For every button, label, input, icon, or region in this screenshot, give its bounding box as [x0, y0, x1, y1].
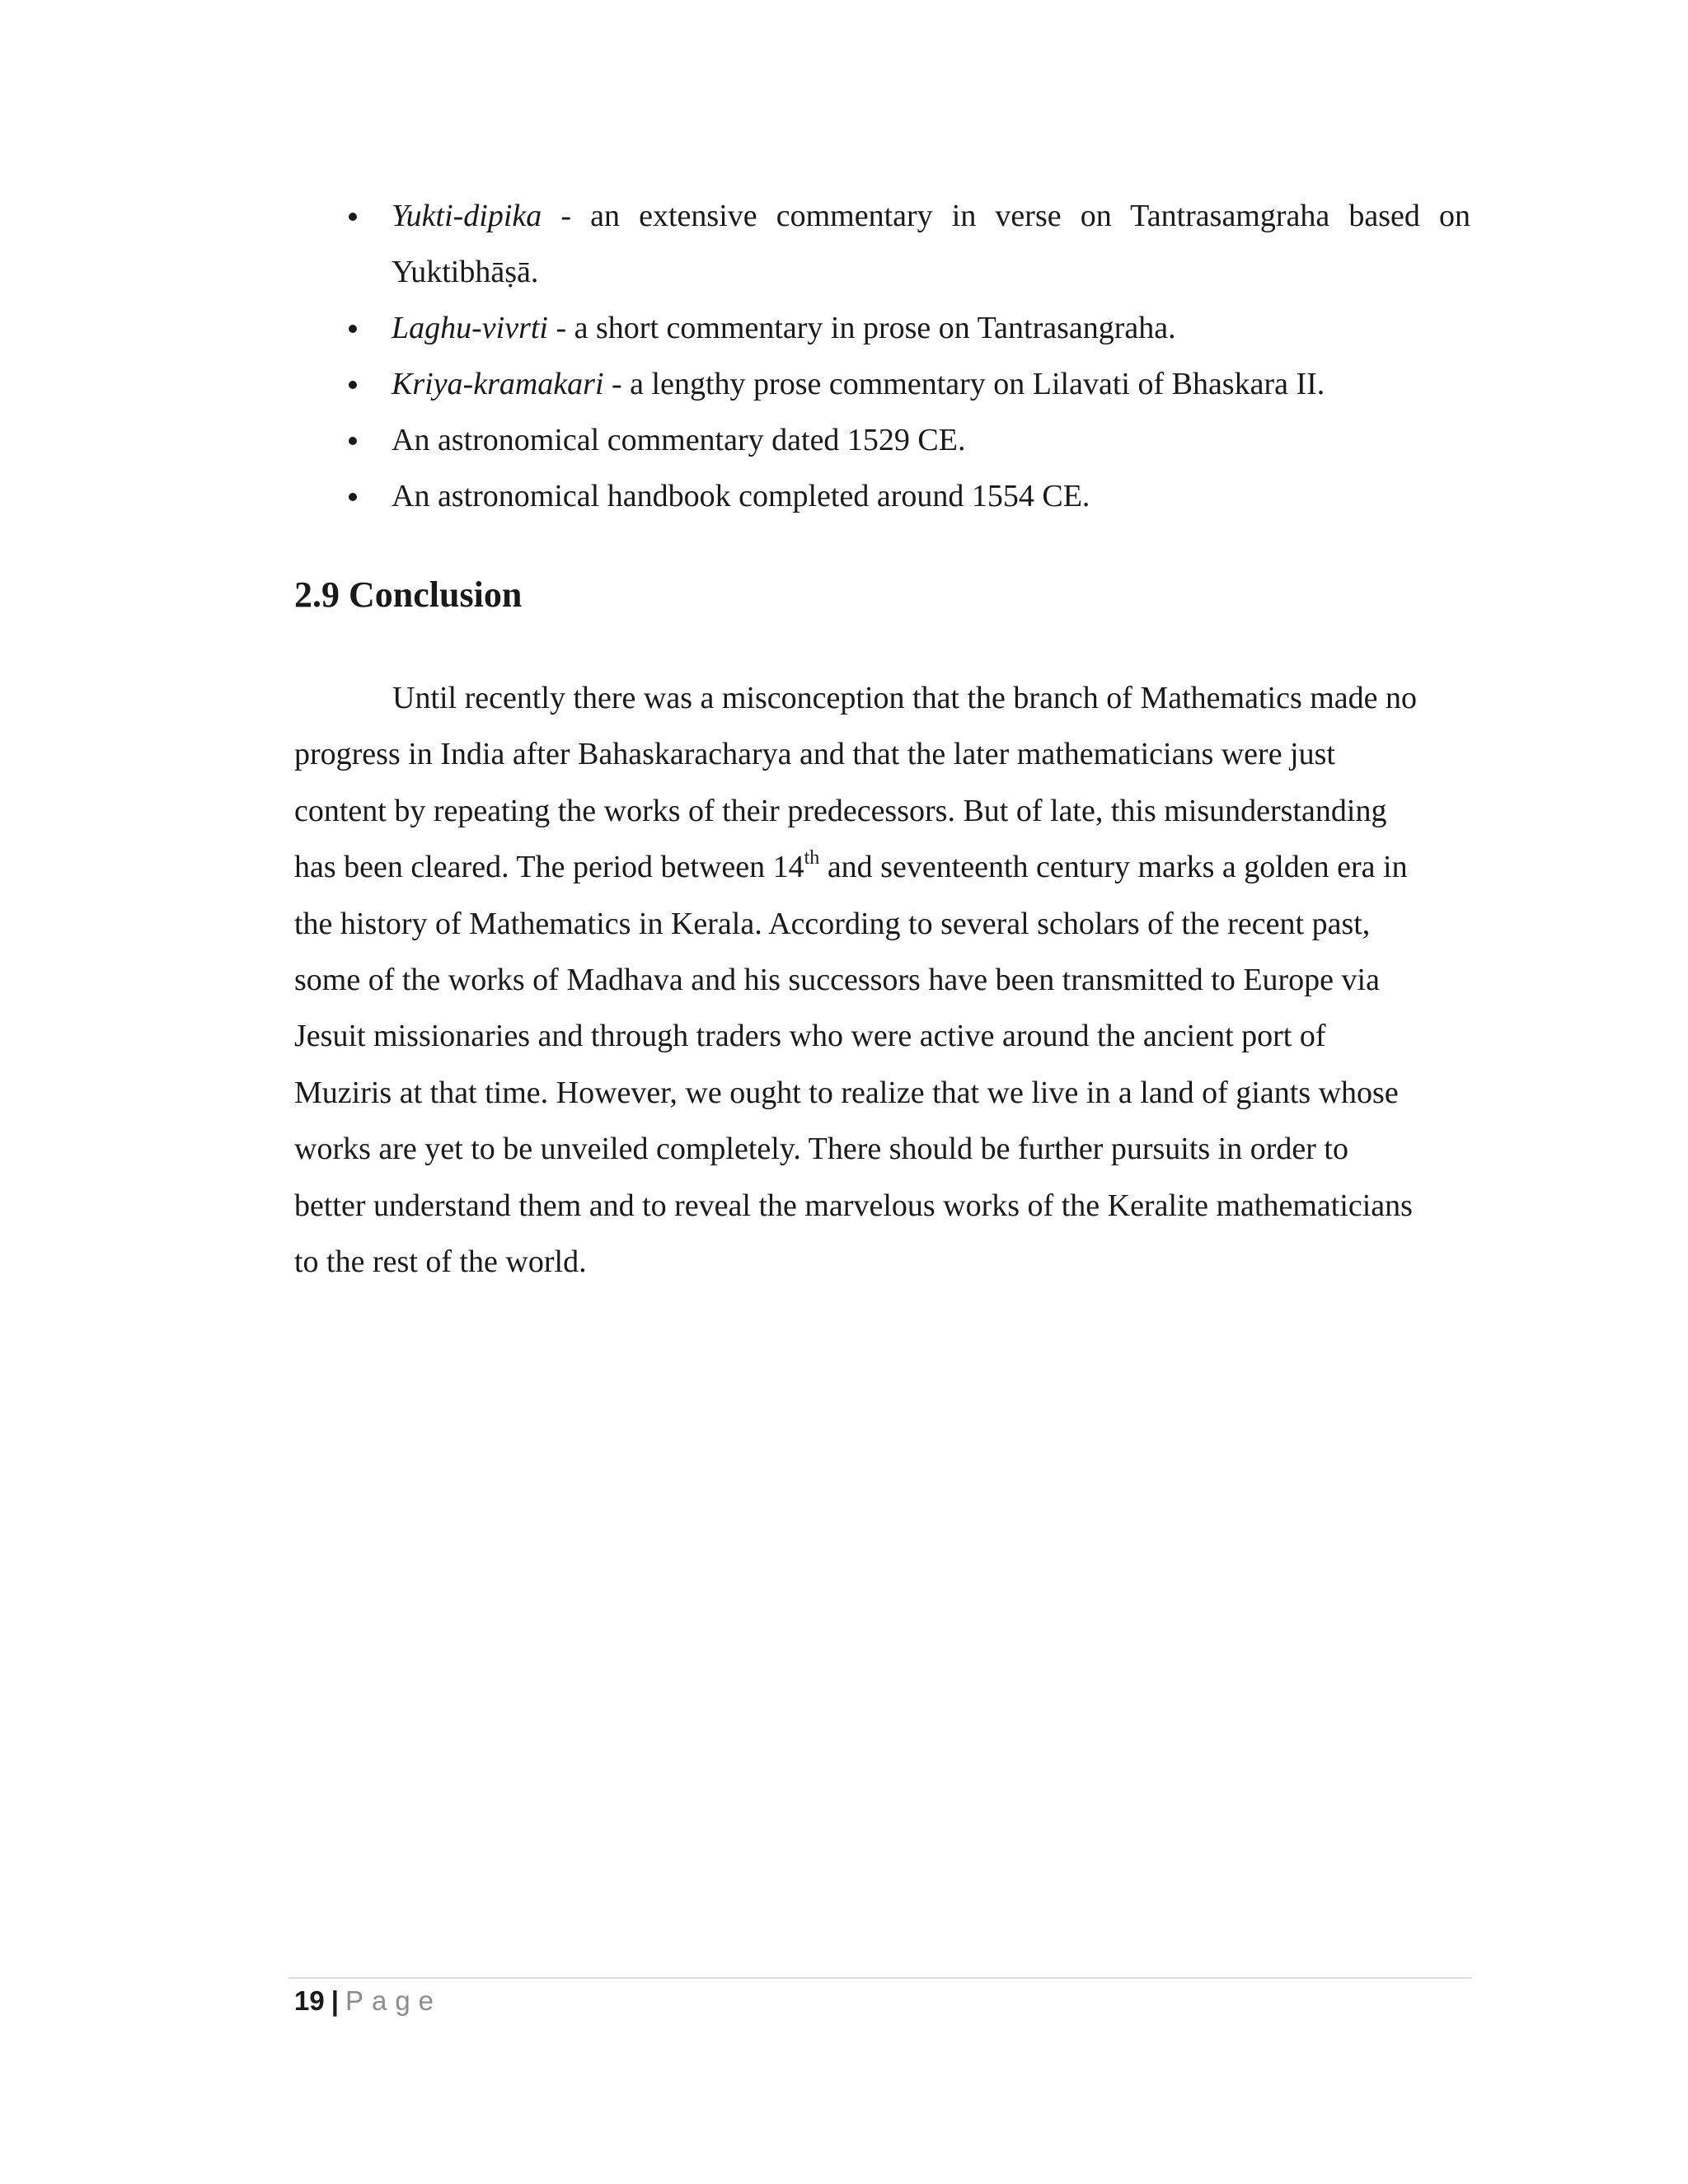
- list-item: [294, 356, 1470, 412]
- list-item: [294, 188, 1470, 300]
- section-heading: 2.9 Conclusion: [294, 574, 523, 615]
- work-description-continued: Yuktibhāṣā.: [392, 255, 539, 289]
- paragraph-line: to the rest of the world.: [294, 1244, 587, 1280]
- work-title: Yukti-dipika: [392, 199, 542, 233]
- list-item: [294, 412, 1470, 468]
- paragraph-line: Jesuit missionaries and through traders who were active around the ancient port of: [294, 1019, 1326, 1054]
- footer-separator: |: [331, 1985, 339, 2016]
- ordinal-superscript: th: [804, 847, 820, 869]
- paragraph-line: works are yet to be unveiled completely. There should be further pursuits in order to: [294, 1132, 1348, 1167]
- footer-divider: [288, 1977, 1472, 1979]
- commentary-list: [294, 188, 1470, 524]
- paragraph-line: the history of Mathematics in Kerala. According to several scholars of the recent past,: [294, 906, 1371, 941]
- paragraph-line: [294, 839, 1470, 895]
- line-text: has been cleared. The period between 14: [294, 850, 804, 885]
- line-text: and seventeenth century marks a golden era in: [819, 850, 1408, 885]
- page-label: Page: [345, 1985, 443, 2016]
- conclusion-paragraph: [294, 670, 1470, 1290]
- work-description: - an extensive commentary in verse on Tantrasamgraha based on: [542, 199, 1470, 233]
- paragraph-line: Until recently there was a misconception that the branch of Mathematics made no: [392, 681, 1418, 715]
- work-description: - a lengthy prose commentary on Lilavati of Bhaskara II.: [603, 367, 1325, 401]
- paragraph-line: some of the works of Madhava and his successors have been transmitted to Europe via: [294, 963, 1380, 998]
- work-description: An astronomical handbook completed around 1554 CE.: [392, 479, 1090, 513]
- work-description: - a short commentary in prose on Tantrasangraha.: [547, 311, 1176, 345]
- paragraph-line: progress in India after Bahaskaracharya and that the later mathematicians were just: [294, 737, 1335, 772]
- page-footer: [294, 1983, 442, 2019]
- paragraph-line: Muziris at that time. However, we ought to realize that we live in a land of giants whose: [294, 1075, 1399, 1110]
- paragraph-line: better understand them and to reveal the marvelous works of the Keralite mathematicians: [294, 1188, 1413, 1223]
- list-item-line: [392, 188, 1470, 244]
- work-title: Kriya-kramakari: [392, 367, 604, 401]
- list-item: [294, 468, 1470, 524]
- page-number: 19: [294, 1985, 325, 2016]
- work-description: An astronomical commentary dated 1529 CE.: [392, 423, 966, 457]
- paragraph-line: content by repeating the works of their predecessors. But of late, this misunderstanding: [294, 793, 1387, 828]
- list-item: [294, 300, 1470, 356]
- work-title: Laghu-vivrti: [392, 311, 548, 345]
